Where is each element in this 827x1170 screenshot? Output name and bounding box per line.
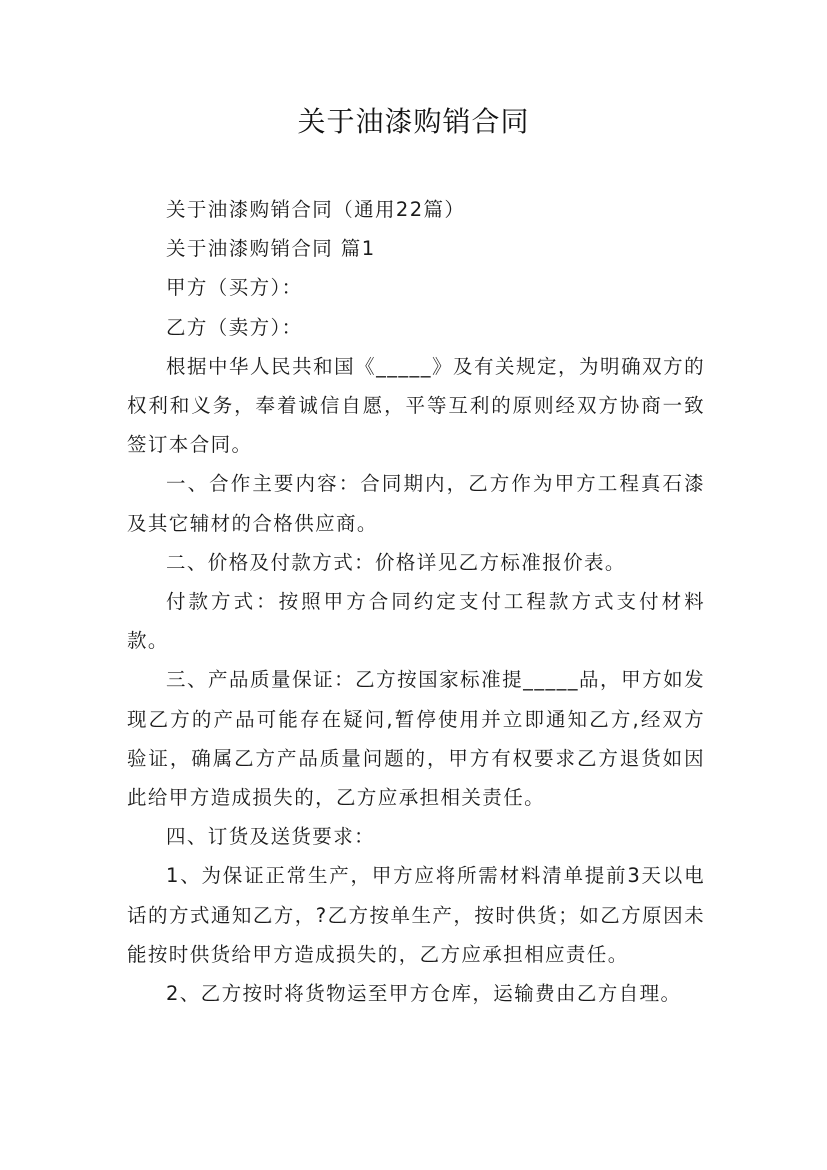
clause-4-item-1: 1、为保证正常生产，甲方应将所需材料清单提前3天以电话的方式通知乙方，?乙方按单生产，按时供货；如乙方原因未能按时供货给甲方造成损失的，乙方应承担相应责任。	[127, 864, 705, 966]
clause-4-heading: 四、订货及送货要求：	[166, 825, 376, 849]
subtitle-paragraph: 关于油漆购销合同（通用22篇）	[166, 198, 466, 221]
clause-1-paragraph: 一、合作主要内容：合同期内，乙方作为甲方工程真石漆及其它辅材的合格供应商。	[127, 472, 705, 535]
payment-paragraph: 付款方式：按照甲方合同约定支付工程款方式支付材料款。	[127, 590, 705, 653]
clause-4-item-2: 2、乙方按时将货物运至甲方仓库，运输费由乙方自理。	[166, 982, 682, 1006]
section-heading: 关于油漆购销合同 篇1	[166, 237, 376, 261]
preamble-paragraph: 根据中华人民共和国《_____》及有关规定，为明确双方的权利和义务，奉着诚信自愿，平等互利的原则经双方协商一致签订本合同。	[127, 354, 705, 457]
party-a-line: 甲方（买方）：	[166, 276, 303, 300]
clause-3-paragraph: 三、产品质量保证：乙方按国家标准提_____品，甲方如发现乙方的产品可能存在疑问,暂停使用并立即通知乙方,经双方验证，确属乙方产品质量问题的，甲方有权要求乙方退货如因此给甲方造成损失的，乙方应承担相关责任。	[127, 668, 705, 810]
party-b-line: 乙方（卖方）：	[166, 315, 303, 339]
document-title: 关于油漆购销合同	[297, 105, 530, 138]
clause-2-paragraph: 二、价格及付款方式：价格详见乙方标准报价表。	[166, 550, 626, 574]
document-body	[127, 190, 705, 1013]
